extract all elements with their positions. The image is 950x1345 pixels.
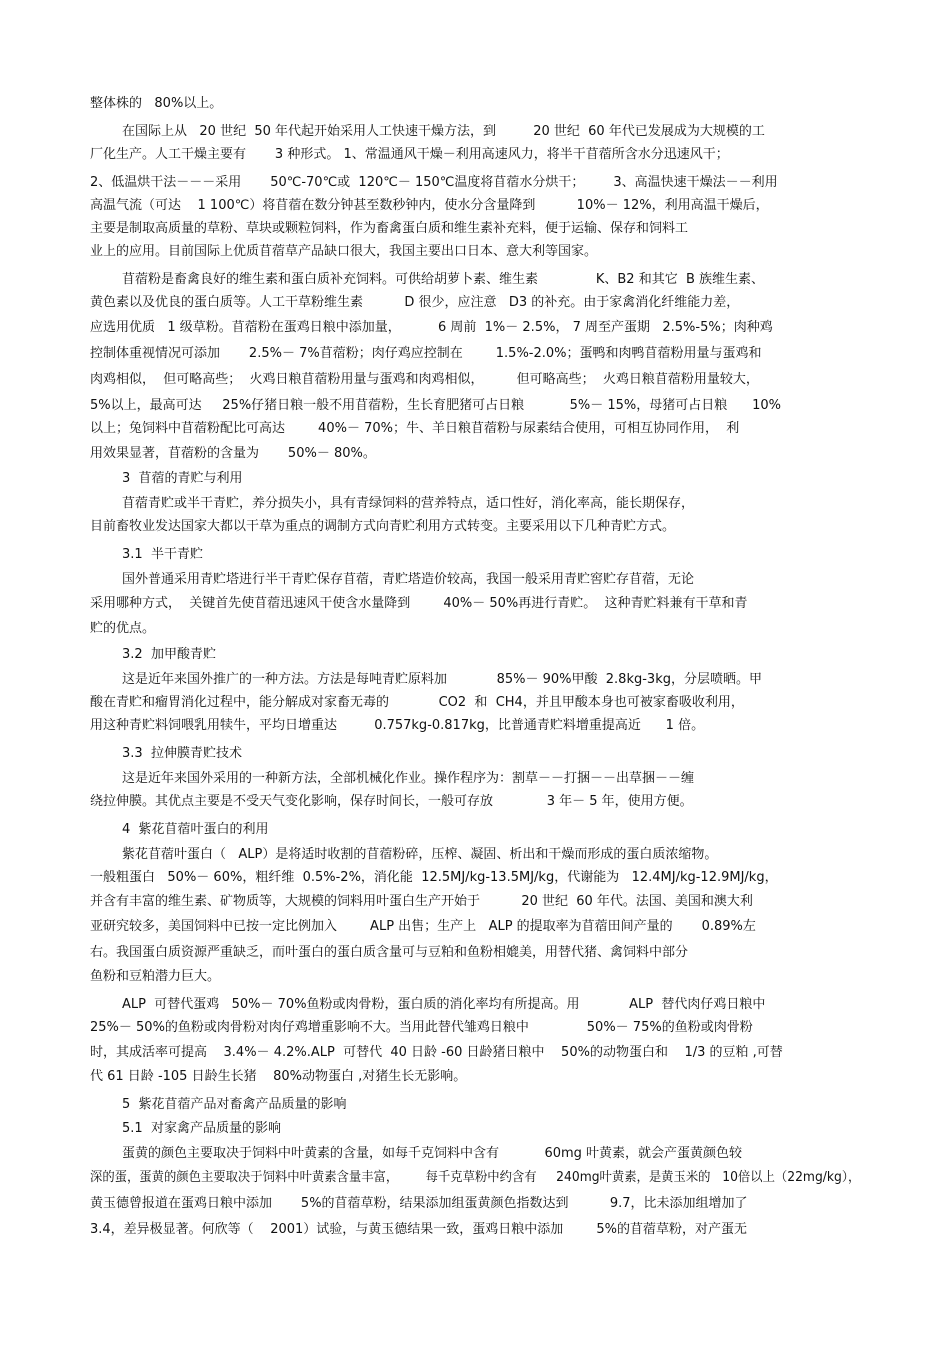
text-line: 紫花苜蓿叶蛋白（ ALP）是将适时收割的苜蓿粉碎，压榨、凝固、析出和干燥而形成的蛋白质浓缩物。: [122, 847, 718, 862]
text-line: 主要是制取高质量的草粉、草块或颗粒饲料，作为畜禽蛋白质和维生素补充料，便于运输、保存和饲料工: [90, 221, 689, 236]
text-line: 业上的应用。目前国际上优质苜蓿草产品缺口很大，我国主要出口日本、意大利等国家。: [90, 244, 598, 259]
text-line: 应选用优质 1 级草粉。苜蓿粉在蛋鸡日粮中添加量， 6 周前 1%－ 2.5%， 7 周至产蛋期 2.5%-5%；肉种鸡: [90, 320, 773, 335]
text-line: 厂化生产。人工干燥主要有 3 种形式。 1、常温通风干燥－利用高速风力，将半干苜蓿所含水分迅速风干；: [90, 147, 729, 162]
section-heading: 3.1 半干青贮: [122, 547, 203, 562]
text-line: 绕拉伸膜。其优点主要是不受天气变化影响，保存时间长，一般可存放 3 年－ 5 年，使用方便。: [90, 794, 693, 809]
text-line: 代 61 日龄 -105 日龄生长猪 80%动物蛋白 ,对猪生长无影响。: [90, 1069, 467, 1084]
text-line: 黄玉德曾报道在蛋鸡日粮中添加 5%的苜蓿草粉，结果添加组蛋黄颜色指数达到 9.7，比未添加组增加了: [90, 1196, 748, 1211]
text-line: 3.4，差异极显著。何欣等（ 2001）试验，与黄玉德结果一致，蛋鸡日粮中添加 5%的苜蓿草粉，对产蛋无: [90, 1222, 747, 1237]
text-line: 用效果显著，苜蓿粉的含量为 50%－ 80%。: [90, 446, 376, 461]
section-heading: 3 苜蓿的青贮与利用: [122, 471, 243, 486]
section-heading: 4 紫花苜蓿叶蛋白的利用: [122, 822, 269, 837]
text-line: 高温气流（可达 1 100℃）将苜蓿在数分钟甚至数秒钟内，使水分含量降到 10%－ 12%，利用高温干燥后，: [90, 198, 769, 213]
text-line: 目前畜牧业发达国家大都以干草为重点的调制方式向青贮利用方式转变。主要采用以下几种青贮方式。: [90, 519, 676, 534]
section-heading: 3.3 拉伸膜青贮技术: [122, 746, 242, 761]
text-line: 2、低温烘干法－－－采用 50℃-70℃或 120℃－ 150℃温度将苜蓿水分烘干； 3、高温快速干燥法－－利用: [90, 175, 778, 190]
text-line: ALP 可替代蛋鸡 50%－ 70%鱼粉或肉骨粉，蛋白质的消化率均有所提高。用 ALP 替代肉仔鸡日粮中: [122, 997, 766, 1012]
text-line: 鱼粉和豆粕潜力巨大。: [90, 969, 221, 984]
text-line: 肉鸡相似， 但可略高些； 火鸡日粮苜蓿粉用量与蛋鸡和肉鸡相似， 但可略高些； 火鸡日粮苜蓿粉用量较大，: [90, 372, 759, 387]
text-line: 右。我国蛋白质资源严重缺乏，而叶蛋白的蛋白质含量可与豆粕和鱼粉相媲美，用替代猪、禽饲料中部分: [90, 945, 689, 960]
text-line: 蛋黄的颜色主要取决于饲料中叶黄素的含量，如每千克饲料中含有 60mg 叶黄素，就会产蛋黄颜色较: [122, 1146, 743, 1161]
text-line: 苜蓿青贮或半干青贮，养分损失小，具有青绿饲料的营养特点，适口性好，消化率高，能长期保存，: [122, 496, 695, 511]
text-line: 整体株的 80%以上。: [90, 96, 223, 111]
text-line: 一般粗蛋白 50%－ 60%，粗纤维 0.5%-2%，消化能 12.5MJ/kg-13.5MJ/kg，代谢能为 12.4MJ/kg-12.9MJ/kg，: [90, 870, 778, 885]
text-line: 采用哪种方式， 关键首先使苜蓿迅速风干使含水量降到 40%－ 50%再进行青贮。 这种青贮料兼有干草和青: [90, 596, 748, 611]
section-heading: 5 紫花苜蓿产品对畜禽产品质量的影响: [122, 1097, 347, 1112]
text-line: 这是近年来国外推广的一种方法。方法是每吨青贮原料加 85%－ 90%甲酸 2.8kg-3kg，分层喷晒。甲: [122, 672, 762, 687]
text-line: 以上；兔饲料中苜蓿粉配比可高达 40%－ 70%；牛、羊日粮苜蓿粉与尿素结合使用，可相互协同作用， 利: [90, 421, 740, 436]
text-line: 苜蓿粉是畜禽良好的维生素和蛋白质补充饲料。可供给胡萝卜素、维生素 K、B2 和其它 B 族维生素、: [122, 272, 765, 287]
text-line: 这是近年来国外采用的一种新方法，全部机械化作业。操作程序为：割草－－打捆－－出草捆－－缠: [122, 771, 695, 786]
text-line: 并含有丰富的维生素、矿物质等，大规模的饲料用叶蛋白生产开始于 20 世纪 60 年代。法国、美国和澳大利: [90, 894, 753, 909]
text-line: 在国际上从 20 世纪 50 年代起开始采用人工快速干燥方法，到 20 世纪 60 年代已发展成为大规模的工: [122, 124, 765, 139]
text-line: 黄色素以及优良的蛋白质等。人工干草粉维生素 D 很少，应注意 D3 的补充。由于家禽消化纤维能力差，: [90, 295, 740, 310]
text-line: 国外普通采用青贮塔进行半干青贮保存苜蓿，青贮塔造价较高，我国一般采用青贮窖贮存苜蓿，无论: [122, 572, 695, 587]
text-line: 时，其成活率可提高 3.4%－ 4.2%.ALP 可替代 40 日龄 -60 日龄猪日粮中 50%的动物蛋白和 1/3 的豆粕 ,可替: [90, 1045, 783, 1060]
text-line: 用这种青贮料饲喂乳用犊牛，平均日增重达 0.757kg-0.817kg，比普通青贮料增重提高近 1 倍。: [90, 718, 705, 733]
section-heading: 3.2 加甲酸青贮: [122, 647, 216, 662]
text-line: 25%－ 50%的鱼粉或肉骨粉对肉仔鸡增重影响不大。当用此替代雏鸡日粮中 50%－ 75%的鱼粉或肉骨粉: [90, 1020, 753, 1035]
text-line: 亚研究较多，美国饲料中已按一定比例加入 ALP 出售；生产上 ALP 的提取率为苜蓿田间产量的 0.89%左: [90, 919, 756, 934]
text-line: 控制体重视情况可添加 2.5%－ 7%苜蓿粉；肉仔鸡应控制在 1.5%-2.0%；蛋鸭和肉鸭苜蓿粉用量与蛋鸡和: [90, 346, 762, 361]
text-line: 贮的优点。: [90, 621, 156, 636]
section-heading: 5.1 对家禽产品质量的影响: [122, 1121, 281, 1136]
text-line: 深的蛋，蛋黄的颜色主要取决于饲料中叶黄素含量丰富， 每千克草粉中约含有 240mg叶黄素，是黄玉米的 10倍以上（22mg/kg），: [90, 1170, 861, 1185]
text-line: 5%以上，最高可达 25%仔猪日粮一般不用苜蓿粉，生长育肥猪可占日粮 5%－ 15%，母猪可占日粮 10%: [90, 398, 781, 413]
text-line: 酸在青贮和瘤胃消化过程中，能分解成对家畜无毒的 CO2 和 CH4，并且甲酸本身也可被家畜吸收利用，: [90, 695, 744, 710]
